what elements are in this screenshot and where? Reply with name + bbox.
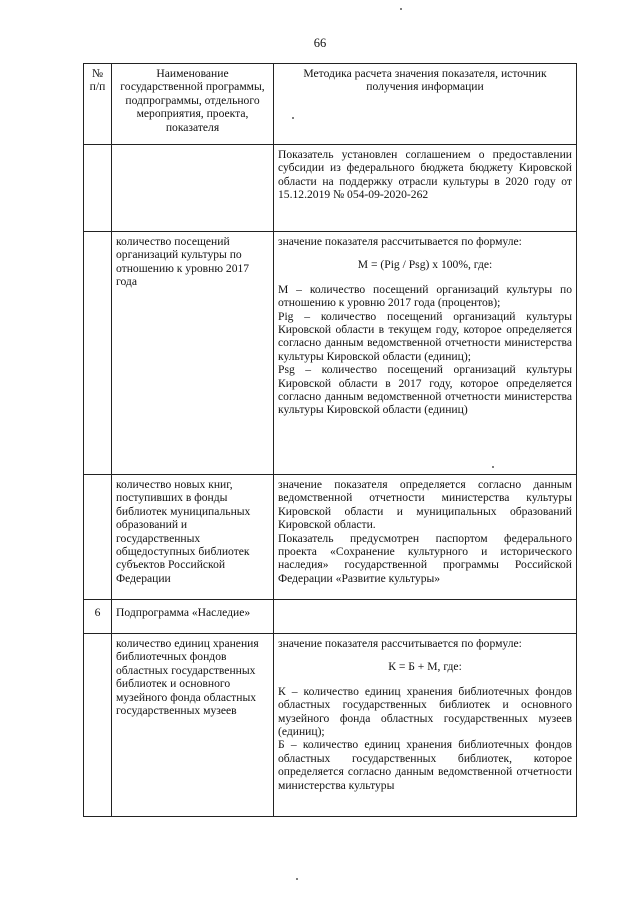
header-num: № п/п <box>84 64 112 145</box>
row-name: количество посещений организаций культуры по отношению к уровню 2017 года <box>112 232 274 475</box>
table-row <box>84 145 577 232</box>
table-row <box>84 232 577 475</box>
method-paragraph: значение показателя определяется согласно данным ведомственной отчетности министерства культуры Кировской области и муниципальных образований Кировской области. <box>278 478 572 532</box>
row-method <box>274 145 577 232</box>
row-name: количество новых книг, поступивших в фонды библиотек муниципальных образований и государственных общедоступных библиотек субъектов Российской Федерации <box>112 475 274 600</box>
formula: К = Б + М, где: <box>388 660 462 674</box>
row-method <box>274 232 577 475</box>
row-method <box>274 475 577 600</box>
method-paragraph: Psg – количество посещений организаций культуры Кировской области в 2017 году, которое определяется согласно данным ведомственной отчетности министерства культуры Кировской области (единиц) <box>278 363 572 417</box>
method-paragraph: Показатель установлен соглашением о предоставлении субсидии из федерального бюджета бюджету Кировской области на поддержку отрасли культуры в 2020 году от 15.12.2019 № 054-09-2020-262 <box>278 148 572 202</box>
method-paragraph: К – количество единиц хранения библиотечных фондов областных государственных библиотек и основного музейного фонда областных государственных музеев (единиц); <box>278 684 572 739</box>
method-paragraph: Показатель предусмотрен паспортом федерального проекта «Сохранение культурного и исторического наследия» государственной программы Российской Федерации «Развитие культуры» <box>278 531 572 585</box>
method-intro: значение показателя рассчитывается по формуле: <box>278 235 522 248</box>
row-num <box>84 232 112 475</box>
indicator-table <box>83 63 577 817</box>
row-name: Подпрограмма «Наследие» <box>112 600 274 634</box>
row-method <box>274 600 577 634</box>
scan-speck <box>296 878 298 880</box>
formula: M = (Pig / Psg) x 100%, где: <box>357 258 493 272</box>
row-num <box>84 475 112 600</box>
table-row <box>84 475 577 600</box>
method-paragraph: Б – количество единиц хранения библиотечных фондов областных государственных библиотек, которое определяется согласно данным ведомственной отчетности министерства культуры <box>278 738 572 792</box>
row-num: 6 <box>84 600 112 634</box>
table-row <box>84 634 577 817</box>
row-name: количество единиц хранения библиотечных фондов областных государственных библиотек и основного музейного фонда областных государственных музеев <box>112 634 274 817</box>
table-row <box>84 600 577 634</box>
page-number: 66 <box>313 36 327 50</box>
row-num <box>84 634 112 817</box>
scan-speck <box>400 8 402 10</box>
header-name: Наименование государственной программы, подпрограммы, отдельного мероприятия, проекта, показателя <box>112 64 274 145</box>
row-num <box>84 145 112 232</box>
method-intro: значение показателя рассчитывается по формуле: <box>278 637 522 650</box>
scan-speck <box>292 117 294 119</box>
method-paragraph: М – количество посещений организаций культуры по отношению к уровню 2017 года (процентов); <box>278 282 572 310</box>
row-method <box>274 634 577 817</box>
table-header-row <box>84 64 577 145</box>
row-name <box>112 145 274 232</box>
method-paragraph: Pig – количество посещений организаций культуры Кировской области в текущем году, которое определяется согласно данным ведомственной отчетности министерства культуры Кировской области (единиц); <box>278 309 572 363</box>
scan-speck <box>492 466 494 468</box>
header-method: Методика расчета значения показателя, источник получения информации <box>274 64 577 145</box>
